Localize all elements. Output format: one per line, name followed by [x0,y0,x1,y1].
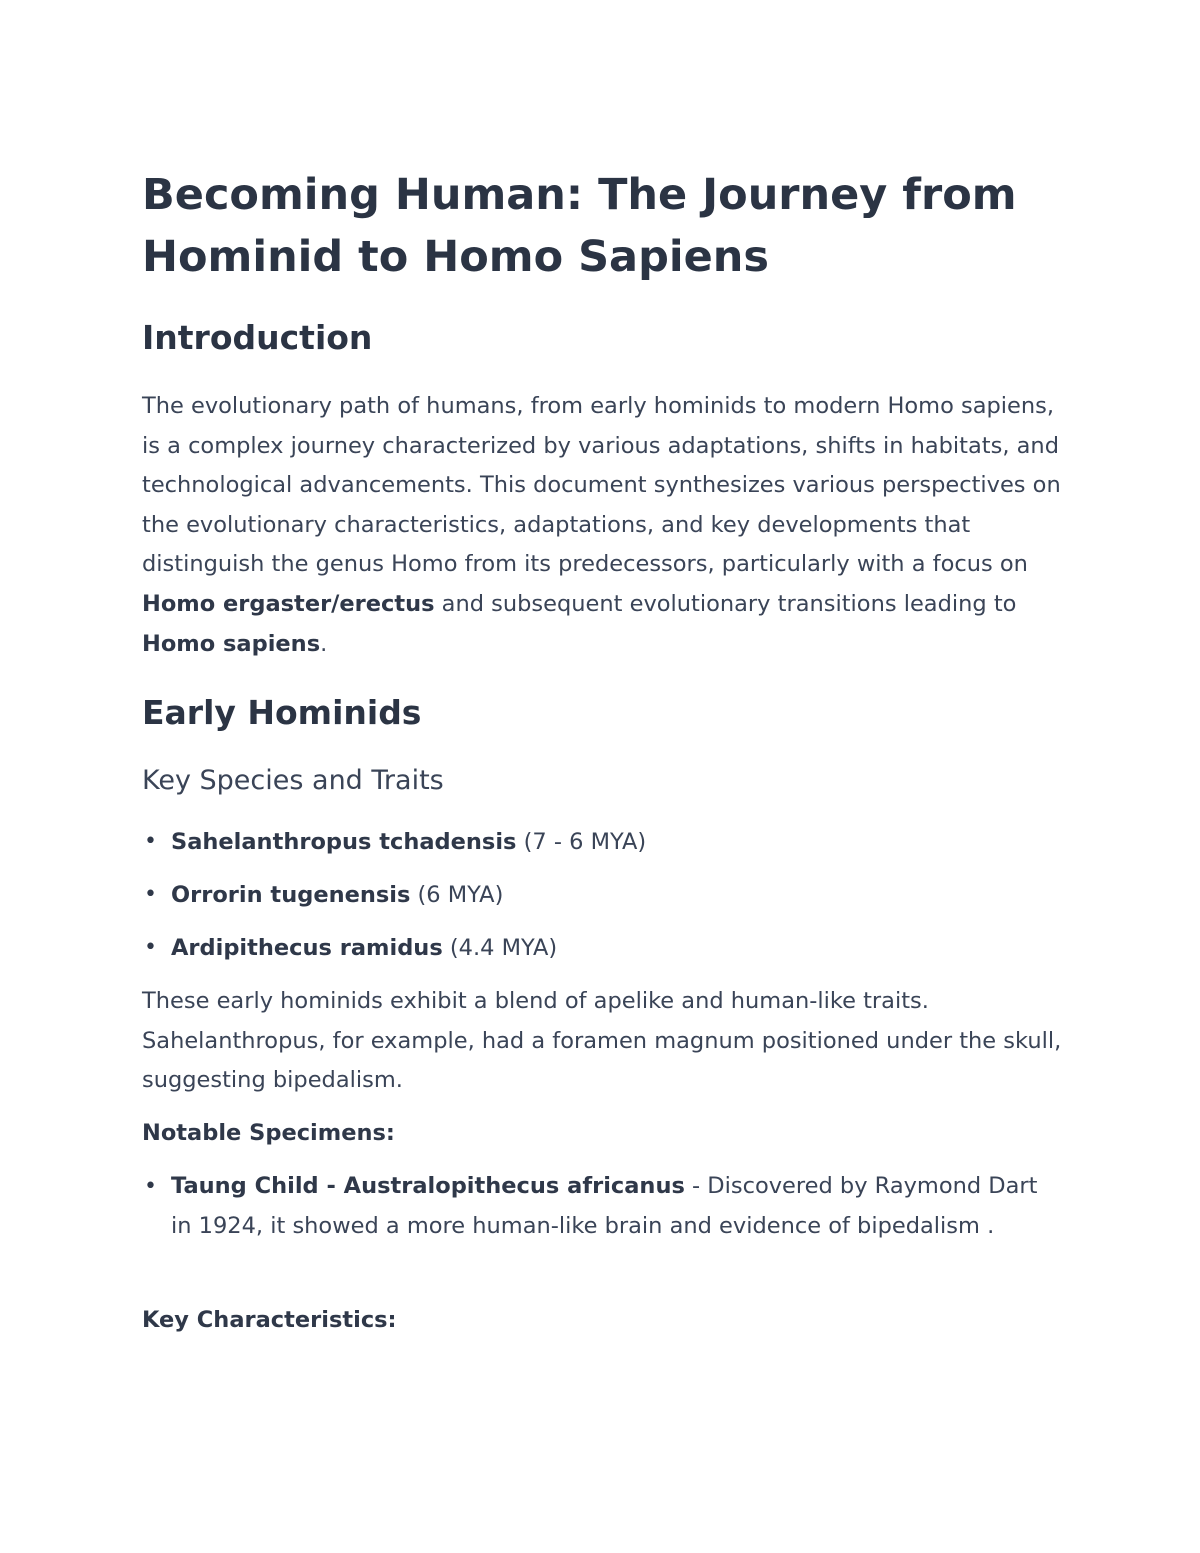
introduction-heading: Introduction [142,318,373,357]
introduction-text-middle: and subsequent evolutionary transitions leading to [434,590,1017,617]
species-name: Ardipithecus ramidus [171,935,443,961]
introduction-bold-erectus: Homo ergaster/erectus [142,590,435,617]
document-title: Becoming Human: The Journey from Hominid to Homo Sapiens [142,170,1017,282]
species-entry [171,826,1051,858]
introduction-bold-sapiens: Homo sapiens [142,630,321,657]
species-entry [171,879,1051,911]
introduction-text-after: . [320,630,328,657]
early-hominids-description: These early hominids exhibit a blend of apelike and human-like traits. Sahelanthropus, for example, had a foramen magnum positioned under the skull, suggesting bipedalism. [142,988,1062,1094]
species-entry [171,932,1051,964]
bullet-icon: • [144,829,157,854]
bullet-icon: • [144,882,157,907]
species-name: Sahelanthropus tchadensis [171,829,517,855]
bullet-icon: • [144,935,157,960]
bullet-icon: • [144,1174,157,1199]
species-date: (4.4 MYA) [442,935,558,961]
introduction-text-before: The evolutionary path of humans, from early hominids to modern Homo sapiens, is a complex journey characterized by various adaptations, shifts in habitats, and technological advancements. This document synthesizes various perspectives on the evolutionary characteristics, adaptations, and key developments that distinguish the genus Homo from its predecessors, particularly with a focus on [142,393,1061,578]
specimen-detail: - Discovered by Raymond Dart in 1924, it showed a more human-like brain and evidence of bipedalism . [171,1173,1038,1239]
species-date: (6 MYA) [410,882,504,908]
key-characteristics-label: Key Characteristics: [142,1307,397,1333]
specimen-entry [171,1167,1051,1246]
specimen-name: Taung Child - Australopithecus africanus [171,1173,685,1199]
introduction-paragraph [142,387,1062,664]
early-hominids-heading: Early Hominids [142,693,422,732]
notable-specimens-label: Notable Specimens: [142,1120,395,1146]
species-name: Orrorin tugenensis [171,882,411,908]
species-date: (7 - 6 MYA) [516,829,647,855]
key-species-subheading: Key Species and Traits [142,765,444,796]
